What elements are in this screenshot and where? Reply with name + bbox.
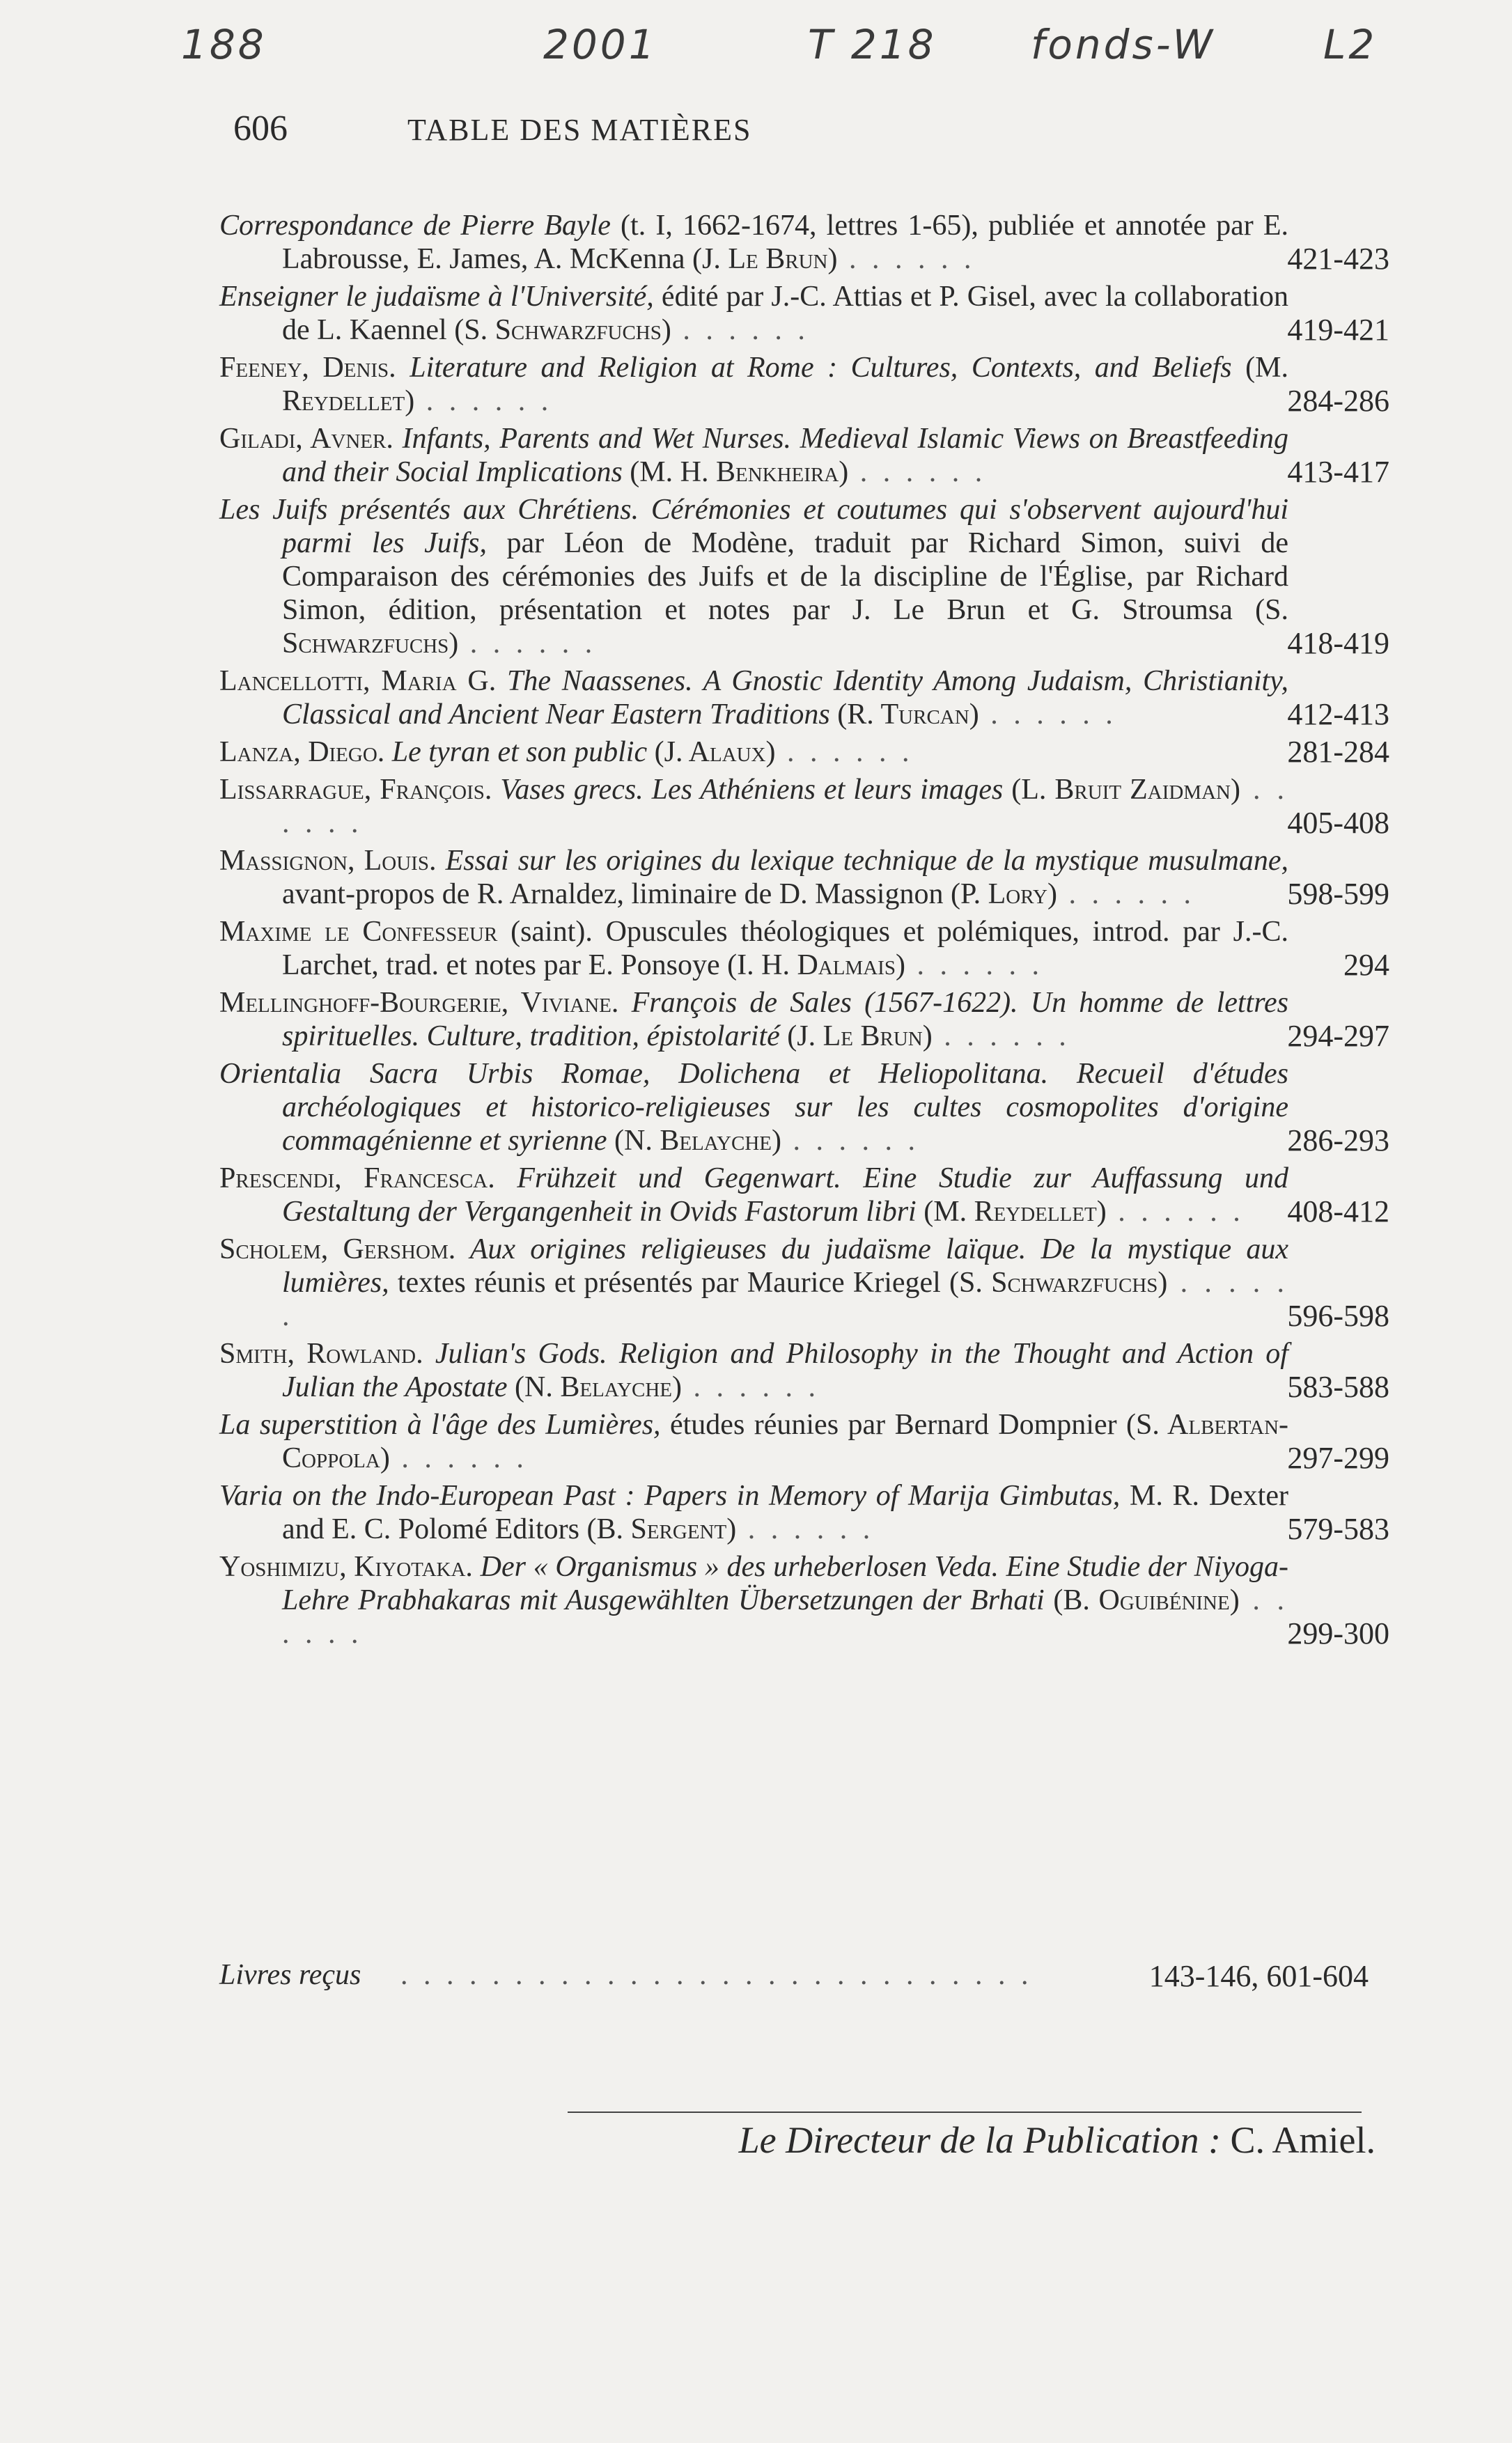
leader-dots: . . . . . . [837,243,976,275]
entry-author: Lanza, Diego. [219,736,385,768]
entry-reviewer: P. Lory [960,878,1047,910]
entry-reviewer: J. Le Brun [797,1020,923,1052]
leader-dots: . . . . . . [414,385,553,417]
leader-dots: . . . . . . [282,774,1288,839]
entry-pages: 294 [1343,948,1389,982]
leader-dots: . . . . . . [736,1513,875,1545]
toc-entry-text [219,1162,1288,1228]
entry-details: textes réunis et présentés par Maurice Kriegel ( [389,1267,960,1299]
books-received-label: Livres reçus [219,1959,361,1991]
entry-work-title: The Naassenes. A Gnostic Identity Among Judaism, Christianity, Classical and Ancient Near Eastern Traditions [282,665,1288,731]
entry-pages: 413-417 [1287,455,1389,489]
entry-tail: ) [765,736,776,768]
entry-work-title: François de Sales (1567-1622). Un homme de lettres spirituelles. Culture, tradition, épistolarité [282,987,1288,1052]
entry-tail: ) [1229,1584,1240,1616]
table-of-contents [219,209,1389,1655]
entry-details: ( [507,1371,525,1403]
leader-dots: . . . . . . [848,456,987,488]
director-name: C. Amiel. [1230,2119,1375,2161]
entry-pages: 294-297 [1287,1019,1389,1053]
toc-entry-text [219,1233,1288,1333]
toc-entry [219,1479,1389,1546]
entry-details: (saint). Opuscules théologiques et polémiques, introd. par J.-C. Larchet, trad. et notes par E. Ponsoye ( [282,916,1288,981]
leader-dots: . . . . . . . . . . . . . . . . . . . . . . . . . . . . [400,1959,1033,1991]
leader-dots: . . . . . . [932,1020,1070,1052]
entry-pages: 596-598 [1287,1299,1389,1333]
entry-reviewer: N. Belayche [624,1125,772,1157]
entry-work-title: Orientalia Sacra Urbis Romae, Dolichena et Heliopolitana. Recueil d'études archéologiques et historico-religieuses sur les cultes cosmopolites d'origine commagénienne et syrienne [219,1058,1288,1157]
entry-details: ( [829,698,848,731]
entry-work-title: Vases grecs. Les Athéniens et leurs images [492,774,1004,806]
toc-entry [219,986,1389,1053]
entry-author: Giladi, Avner. [219,423,393,455]
entry-details: ( [647,736,664,768]
running-header [233,108,1382,164]
entry-reviewer: J. Alaux [664,736,766,768]
entry-details: par Léon de Modène, traduit par Richard Simon, suivi de Comparaison des cérémonies des Juifs et de la discipline de l'Église, par Richard Simon, édition, présentation et notes par J. Le Brun et G. Stroumsa ( [282,527,1288,626]
entry-tail: ) [895,949,905,981]
entry-tail: ) [1158,1267,1168,1299]
entry-reviewer: B. Sergent [596,1513,727,1545]
leader-dots: . . . . . . [1106,1196,1245,1228]
entry-pages: 284-286 [1287,384,1389,418]
entry-pages: 412-413 [1287,697,1389,731]
leader-dots: . . . . . . [905,949,1043,981]
entry-tail: ) [726,1513,737,1545]
leader-dots: . . . . . . [781,1125,919,1157]
handwritten-mark: L2 [1323,21,1378,68]
entry-tail: ) [922,1020,933,1052]
entry-work-title: Aux origines religieuses du judaïsme laïque. De la mystique aux lumières, [282,1233,1288,1299]
entry-details: ( [1003,774,1022,806]
leader-dots: . . . . . . [1057,878,1195,910]
entry-pages: 421-423 [1287,242,1389,276]
entry-author: Yoshimizu, Kiyotaka. [219,1551,473,1583]
handwritten-mark: 188 [181,21,267,68]
toc-entry-text [219,986,1288,1053]
divider [568,2112,1362,2113]
entry-pages: 583-588 [1287,1370,1389,1404]
toc-entry [219,209,1389,276]
leader-dots: . . . . . . [282,1584,1289,1650]
handwritten-annotation [181,14,1476,97]
toc-entry [219,735,1389,769]
entry-reviewer: N. Belayche [524,1371,673,1403]
entry-details: M. R. Dexter and E. C. Polomé Editors ( [282,1480,1288,1545]
toc-entry [219,1408,1389,1475]
entry-reviewer: S. Schwarzfuchs [464,314,662,346]
entry-reviewer: S. Schwarzfuchs [282,594,1288,659]
entry-work-title: La superstition à l'âge des Lumières, [219,1409,661,1441]
entry-author: Massignon, Louis. [219,845,437,877]
toc-entry [219,493,1389,660]
entry-work-title: Correspondance de Pierre Bayle [219,210,611,242]
entry-details: ( [622,456,640,488]
entry-author: Lissarrague, François. [219,774,492,806]
entry-tail: ) [969,698,979,731]
entry-pages: 598-599 [1287,877,1389,911]
toc-entry [219,1233,1389,1333]
entry-reviewer: S. Schwarzfuchs [959,1267,1158,1299]
toc-entry-text [219,1479,1288,1546]
leader-dots: . . . . . . [682,1371,820,1403]
toc-entry-text [219,422,1288,489]
handwritten-mark: fonds-W [1031,21,1215,68]
entry-pages: 281-284 [1287,735,1389,769]
entry-details: ( [916,1196,934,1228]
toc-entry [219,915,1389,982]
toc-entry-text [219,1408,1288,1475]
entry-reviewer: M. H. Benkheira [639,456,839,488]
leader-dots: . . . . . . [775,736,914,768]
entry-details: ( [607,1125,624,1157]
toc-entry-text [219,664,1288,731]
handwritten-mark: T 218 [808,21,937,68]
toc-entry-text [219,915,1288,982]
entry-reviewer: I. H. Dalmais [737,949,896,981]
entry-details: avant-propos de R. Arnaldez, liminaire de D. Massignon ( [282,878,960,910]
books-received-pages: 143-146, 601-604 [1148,1959,1369,1993]
entry-work-title: Literature and Religion at Rome : Cultures, Contexts, and Beliefs [396,352,1232,384]
entry-pages: 408-412 [1287,1194,1389,1228]
toc-entry [219,1162,1389,1228]
entry-reviewer: B. Oguibénine [1063,1584,1230,1616]
entry-pages: 405-408 [1287,806,1389,840]
entry-work-title: Julian's Gods. Religion and Philosophy in the Thought and Action of Julian the Apostate [282,1338,1288,1403]
entry-author: Lancellotti, Maria G. [219,665,497,697]
entry-tail: ) [380,1442,390,1474]
toc-entry-text [219,1337,1288,1404]
director-label: Le Directeur de la Publication : [738,2119,1221,2161]
toc-entry [219,773,1389,840]
entry-work-title: Enseigner le judaïsme à l'Université, [219,281,654,313]
entry-pages: 286-293 [1287,1123,1389,1157]
leader-dots: . . . . . . [282,1267,1289,1332]
entry-pages: 299-300 [1287,1616,1389,1650]
entry-reviewer: M. Reydellet [933,1196,1097,1228]
entry-work-title: Der « Organismus » des urheberlosen Veda. Eine Studie der Niyoga-Lehre Prabhakaras mit Ausgewählten Übersetzungen der Brhati [282,1551,1288,1616]
entry-work-title: Varia on the Indo-European Past : Papers in Memory of Marija Gimbutas, [219,1480,1121,1512]
leader-dots: . . . . . . [389,1442,528,1474]
entry-author: Mellinghoff-Bourgerie, Viviane. [219,987,619,1019]
publication-director [568,2118,1375,2174]
toc-entry [219,422,1389,489]
entry-tail: ) [839,456,849,488]
entry-tail: ) [405,385,415,417]
entry-tail: ) [772,1125,781,1157]
page-title: TABLE DES MATIÈRES [407,113,752,147]
entry-tail: ) [672,1371,683,1403]
entry-tail: ) [449,627,459,659]
entry-work-title: Frühzeit und Gegenwart. Eine Studie zur Auffassung und Gestaltung der Vergangenheit in Ovids Fastorum libri [282,1162,1288,1228]
entry-reviewer: J. Le Brun [702,243,828,275]
toc-entry-text [219,280,1288,347]
toc-entry-text [219,844,1288,911]
entry-details: édité par J.-C. Attias et P. Gisel, avec la collaboration de L. Kaennel ( [282,281,1288,346]
entry-details: études réunies par Bernard Dompnier ( [660,1409,1137,1441]
toc-entry [219,664,1389,731]
entry-tail: ) [1096,1196,1107,1228]
entry-pages: 297-299 [1287,1441,1389,1475]
entry-details: ( [1044,1584,1063,1616]
toc-entry-text [219,209,1288,276]
toc-entry-text [219,493,1288,660]
entry-pages: 419-421 [1287,313,1389,347]
entry-tail: ) [1047,878,1057,910]
toc-entry-text [219,1550,1288,1650]
toc-entry [219,280,1389,347]
toc-entry [219,1057,1389,1157]
entry-work-title: Les Juifs présentés aux Chrétiens. Cérémonies et coutumes qui s'observent aujourd'hui parmi les Juifs, [219,494,1288,559]
toc-entry [219,351,1389,418]
entry-work-title: Essai sur les origines du lexique technique de la mystique musulmane, [436,845,1288,877]
entry-tail: ) [661,314,671,346]
toc-entry-text [219,773,1288,840]
entry-work-title: Le tyran et son public [384,736,648,768]
leader-dots: . . . . . . [979,698,1117,731]
entry-pages: 418-419 [1287,626,1389,660]
entry-work-title: Infants, Parents and Wet Nurses. Medieval Islamic Views on Breastfeeding and their Social Implications [282,423,1289,488]
entry-author: Prescendi, Francesca. [219,1162,495,1194]
entry-reviewer: L. Bruit Zaidman [1021,774,1231,806]
toc-entry [219,844,1389,911]
handwritten-mark: 2001 [543,21,657,68]
entry-tail: ) [1230,774,1240,806]
toc-entry-text [219,351,1288,418]
entry-author: Scholem, Gershom. [219,1233,456,1265]
books-received-entry [219,1958,1369,2000]
leader-dots: . . . . . . [458,627,597,659]
entry-author: Feeney, Denis. [219,352,396,384]
leader-dots: . . . . . . [671,314,809,346]
toc-entry [219,1337,1389,1404]
entry-tail: ) [827,243,838,275]
entry-reviewer: M. Reydellet [282,352,1288,417]
entry-reviewer: S. Albertan-Coppola [282,1409,1289,1474]
toc-entry [219,1550,1389,1650]
toc-entry-text [219,1057,1288,1157]
entry-author: Smith, Rowland. [219,1338,423,1370]
page-number: 606 [233,109,288,148]
toc-entry-text [219,735,1288,769]
entry-author: Maxime le Confesseur [219,916,498,948]
entry-details: ( [1231,352,1256,384]
entry-pages: 579-583 [1287,1512,1389,1546]
entry-details: (t. I, 1662-1674, lettres 1-65), publiée et annotée par E. Labrousse, E. James, A. McKenna ( [282,210,1289,275]
entry-details: ( [779,1020,797,1052]
entry-reviewer: R. Turcan [847,698,969,731]
